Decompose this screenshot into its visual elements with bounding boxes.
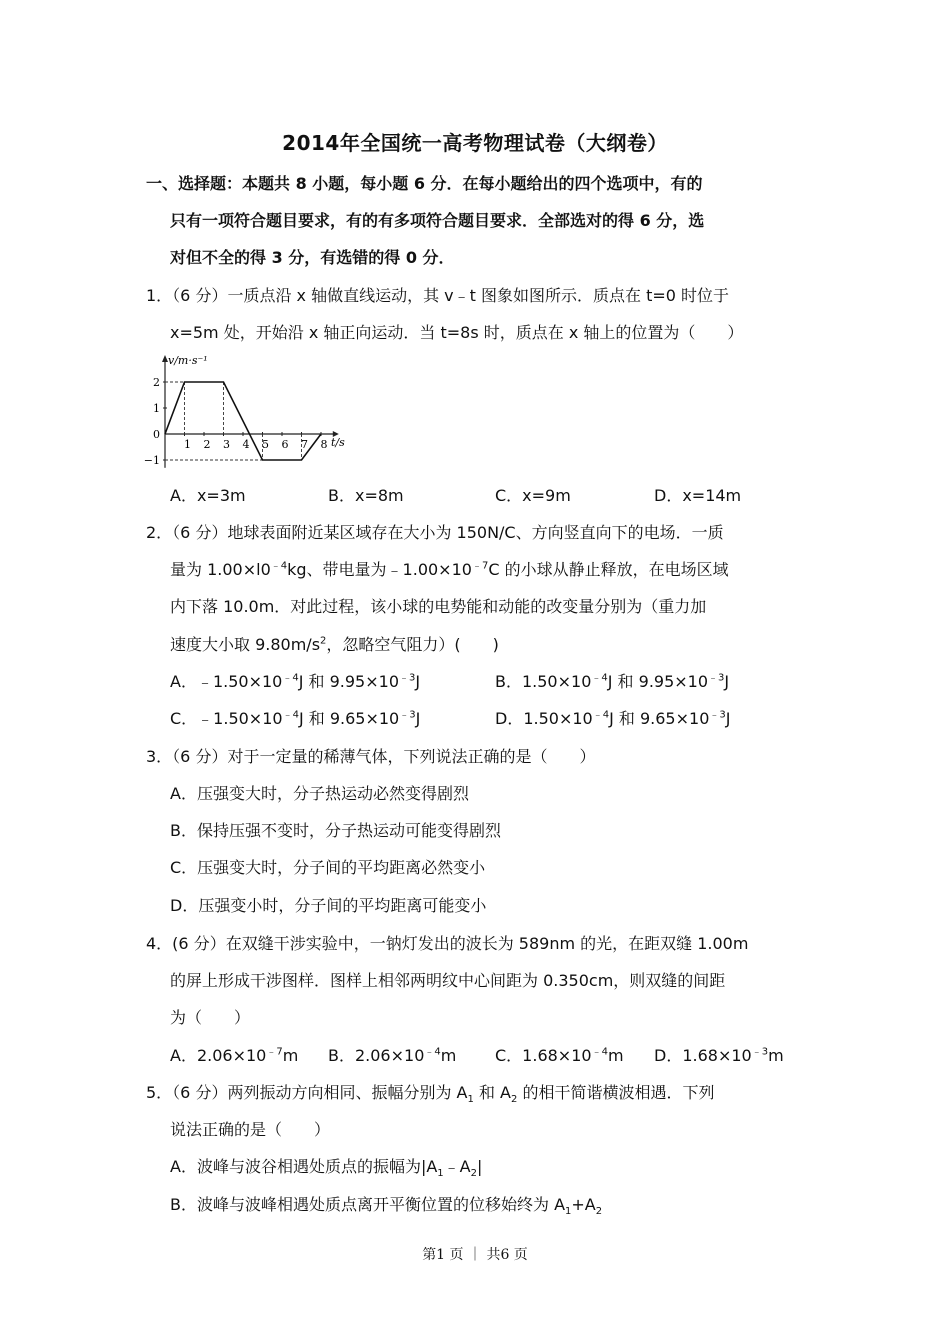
q5-stem-line-2: 说法正确的是（ ） [170,1120,331,1139]
q4-option-b[interactable]: B．$2.06\times 10^{﹣4}m$ [328,1046,457,1065]
q1-option-c[interactable]: C．x=9m [495,486,571,505]
q3-option-d[interactable]: D．压强变小时，分子间的平均距离可能变小 [170,896,487,915]
q1-stem-line-2: x=5m 处，开始沿 x 轴正向运动．当 t=8s 时，质点在 x 轴上的位置为（ ） [170,323,744,342]
x-tick-label: 1 [184,438,191,451]
section-header-line-2: 只有一项符合题目要求，有的有多项符合题目要求．全部选对的得 6 分，选 [170,211,705,230]
q2-option-d[interactable]: D．$1.50\times 10^{﹣4}J$ 和 $9.65\times 10^{﹣3}J$ [495,709,731,728]
y-tick-label: 0 [153,428,160,441]
q1-option-a[interactable]: A．x=3m [170,486,246,505]
q4-stem-line-1: 4．(6 分）在双缝干涉实验中，一钠灯发出的波长为 589nm 的光，在距双缝 1.00m [146,934,749,953]
q1-option-d[interactable]: D．x=14m [654,486,742,505]
y-axis-label: v/m·s⁻¹ [168,354,208,367]
q2-option-b[interactable]: B．$1.50\times 10^{﹣4}J$ 和 $9.95\times 10^{﹣3}J$ [495,672,730,691]
x-tick-label: 7 [301,438,308,451]
y-tick-label: 2 [153,376,160,389]
q2-option-c[interactable]: C．$﹣1.50\times 10^{﹣4}J$ 和 $9.65\times 10^{﹣3}J$ [170,709,421,728]
q4-option-a[interactable]: A．$2.06\times 10^{﹣7}m$ [170,1046,299,1065]
q3-option-b[interactable]: B．保持压强不变时，分子热运动可能变得剧烈 [170,821,501,840]
x-tick-label: 8 [320,438,328,451]
x-tick-label: 5 [262,438,269,451]
vt-graph [140,352,360,477]
q4-option-c[interactable]: C．$1.68\times 10^{﹣4}m$ [495,1046,624,1065]
q4-stem-line-3: 为（ ） [170,1008,251,1027]
x-tick-label: 4 [242,438,250,451]
q2-option-a[interactable]: A．$﹣1.50\times 10^{﹣4}J$ 和 $9.95\times 10^{﹣3}J$ [170,672,421,691]
q3-stem: 3．（6 分）对于一定量的稀薄气体，下列说法正确的是（ ） [146,747,596,766]
x-tick-label: 2 [203,438,211,451]
q2-stem-line-1: 2．（6 分）地球表面附近某区域存在大小为 150N/C、方向竖直向下的电场．一质 [146,523,724,542]
q2-stem-line-4: 速度大小取 $9.80m/s^2$，忽略空气阻力）( ) [170,635,499,654]
q5-option-a[interactable]: A．波峰与波谷相遇处质点的振幅为$|A_1﹣A_2|$ [170,1157,483,1180]
page-footer: 第1 页 ｜ 共6 页 [422,1247,528,1263]
q4-option-d[interactable]: D．$1.68\times 10^{﹣3}m$ [654,1046,784,1065]
x-axis-label: t/s [331,436,345,449]
q2-stem-line-3: 内下落 10.0m．对此过程，该小球的电势能和动能的改变量分别为（重力加 [170,597,707,616]
x-tick-label: 3 [223,438,230,451]
section-header-line-3: 对但不全的得 3 分，有选错的得 0 分． [170,248,455,267]
x-tick-label: 6 [281,438,289,451]
q1-stem-line-1: 1．（6 分）一质点沿 x 轴做直线运动，其 v﹣t 图象如图所示．质点在 t=0 时位于 [146,286,730,305]
q5-option-b[interactable]: B．波峰与波峰相遇处质点离开平衡位置的位移始终为 $A_1+A_2$ [170,1195,603,1218]
q4-stem-line-2: 的屏上形成干涉图样．图样上相邻两明纹中心间距为 0.350cm，则双缝的间距 [170,971,726,990]
q3-option-c[interactable]: C．压强变大时，分子间的平均距离必然变小 [170,858,486,877]
section-header-line-1: 一、选择题：本题共 8 小题，每小题 6 分．在每小题给出的四个选项中，有的 [146,174,703,193]
q3-option-a[interactable]: A．压强变大时，分子热运动必然变得剧烈 [170,784,469,803]
q1-option-b[interactable]: B．x=8m [328,486,404,505]
y-tick-label: 1 [153,402,160,415]
y-tick-label: −1 [143,454,160,467]
q2-stem-line-2: 量为 $1.00\times l0^{﹣4}kg$、带电量为$﹣1.00\times 10^{﹣7}C$ 的小球从静止释放，在电场区域 [170,560,729,579]
q5-stem-line-1: 5．（6 分）两列振动方向相同、振幅分别为 $A_1$ 和 $A_2$ 的相干简谐横波相遇．下列 [146,1083,715,1106]
page-title: 2014年全国统一高考物理试卷（大纲卷） [282,131,668,155]
